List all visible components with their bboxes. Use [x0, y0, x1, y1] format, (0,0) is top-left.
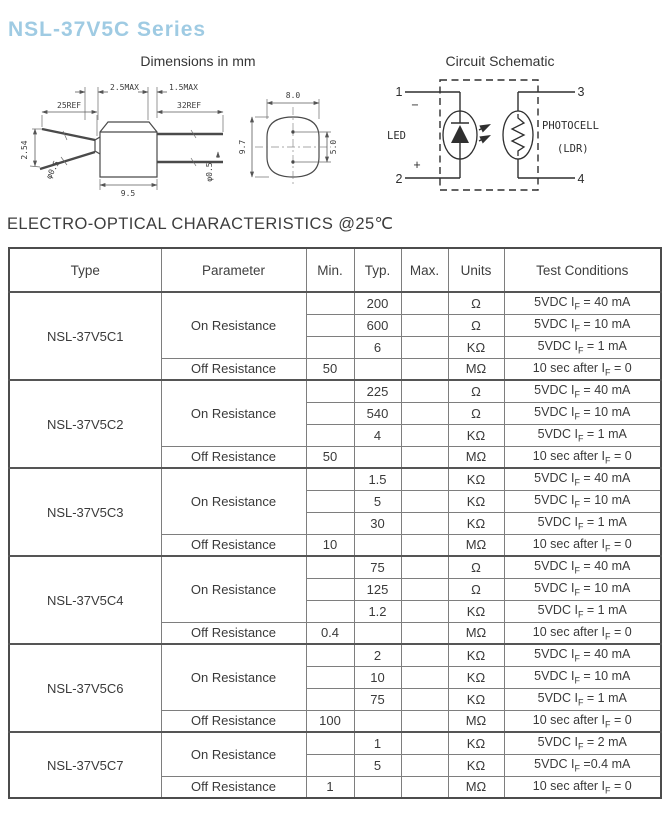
subscript-f: F: [605, 785, 611, 795]
table-row: [9, 380, 661, 402]
subscript-f: F: [574, 763, 580, 774]
pin-dot-top: [291, 130, 294, 133]
units-cell: KΩ: [448, 600, 504, 622]
test-condition-cell: 5VDC $I_F = 1$ mA: [504, 688, 661, 710]
subscript-f: F: [577, 433, 584, 444]
min-cell: [306, 468, 354, 490]
parameter-cell: On Resistance: [161, 292, 306, 358]
test-condition-cell: 10 sec after $I_F = 0$: [504, 622, 661, 644]
min-cell: [306, 578, 354, 600]
units-cell: KΩ: [448, 490, 504, 512]
typ-cell: 6: [354, 336, 401, 358]
test-condition-cell: 5VDC $I_F = 10$ mA: [504, 314, 661, 336]
max-cell: [401, 402, 448, 424]
max-cell: [401, 622, 448, 644]
units-cell: MΩ: [448, 534, 504, 556]
test-condition-cell: 10 sec after $I_F = 0$: [504, 776, 661, 798]
typ-cell: [354, 710, 401, 732]
subscript-f: F: [574, 587, 580, 598]
max-cell: [401, 490, 448, 512]
dim-body-length: 9.5: [120, 189, 136, 198]
parameter-cell: Off Resistance: [161, 446, 306, 468]
col-header-min: Min.: [306, 248, 354, 292]
min-cell: [306, 424, 354, 446]
max-cell: [401, 578, 448, 600]
parameter-cell: On Resistance: [161, 732, 306, 776]
typ-cell: [354, 358, 401, 380]
typ-cell: 600: [354, 314, 401, 336]
subscript-f: F: [605, 719, 611, 729]
subscript-f: F: [574, 301, 580, 312]
component-leads: [40, 129, 223, 169]
subscript-f: F: [574, 675, 580, 686]
dimensions-drawing: [5, 74, 355, 212]
units-cell: KΩ: [448, 512, 504, 534]
min-cell: [306, 402, 354, 424]
typ-cell: 75: [354, 688, 401, 710]
front-view-dimensions: [238, 91, 338, 177]
test-condition-cell: 5VDC $I_F = 10$ mA: [504, 578, 661, 600]
min-cell: [306, 292, 354, 314]
min-cell: [306, 754, 354, 776]
parameter-cell: Off Resistance: [161, 710, 306, 732]
test-condition-cell: 5VDC $I_F = 1$ mA: [504, 600, 661, 622]
max-cell: [401, 754, 448, 776]
typ-cell: 30: [354, 512, 401, 534]
test-condition-cell: 5VDC $I_F = 10$ mA: [504, 402, 661, 424]
pin-dot-bottom: [291, 160, 294, 163]
typ-cell: [354, 446, 401, 468]
schematic-wires: [405, 92, 575, 178]
typ-cell: [354, 534, 401, 556]
dim-face-width: 8.0: [285, 91, 301, 100]
type-cell: NSL-37V5C3: [9, 468, 161, 556]
schematic-caption: Circuit Schematic: [445, 53, 555, 69]
subscript-f: F: [577, 345, 584, 356]
test-condition-cell: 5VDC $I_F = 10$ mA: [504, 490, 661, 512]
subscript-f: F: [577, 741, 584, 752]
type-cell: NSL-37V5C2: [9, 380, 161, 468]
units-cell: KΩ: [448, 754, 504, 776]
typ-cell: [354, 622, 401, 644]
min-cell: 10: [306, 534, 354, 556]
ldr-label: (LDR): [557, 143, 589, 155]
light-arrows: [479, 125, 489, 141]
min-cell: [306, 556, 354, 578]
units-cell: KΩ: [448, 468, 504, 490]
type-cell: NSL-37V5C6: [9, 644, 161, 732]
parameter-cell: Off Resistance: [161, 534, 306, 556]
units-cell: MΩ: [448, 622, 504, 644]
component-body-side-view: [95, 122, 157, 177]
eo-characteristics-table: [8, 247, 662, 799]
max-cell: [401, 468, 448, 490]
units-cell: Ω: [448, 380, 504, 402]
table-body: [9, 292, 661, 798]
test-condition-cell: 10 sec after $I_F = 0$: [504, 446, 661, 468]
max-cell: [401, 644, 448, 666]
units-cell: Ω: [448, 556, 504, 578]
subscript-f: F: [574, 499, 580, 510]
dimensions-caption: Dimensions in mm: [140, 53, 256, 69]
min-cell: [306, 688, 354, 710]
min-cell: [306, 600, 354, 622]
typ-cell: 200: [354, 292, 401, 314]
col-header-max: Max.: [401, 248, 448, 292]
subscript-f: F: [605, 543, 611, 553]
subscript-f: F: [577, 609, 584, 620]
test-condition-cell: 5VDC $I_F = 2$ mA: [504, 732, 661, 754]
units-cell: KΩ: [448, 644, 504, 666]
units-cell: MΩ: [448, 358, 504, 380]
units-cell: MΩ: [448, 776, 504, 798]
subscript-f: F: [574, 411, 580, 422]
parameter-cell: Off Resistance: [161, 622, 306, 644]
units-cell: KΩ: [448, 688, 504, 710]
max-cell: [401, 600, 448, 622]
max-cell: [401, 446, 448, 468]
min-cell: [306, 490, 354, 512]
min-cell: [306, 380, 354, 402]
min-cell: [306, 666, 354, 688]
test-condition-cell: 5VDC $I_F = 40$ mA: [504, 292, 661, 314]
max-cell: [401, 336, 448, 358]
subscript-f: F: [577, 521, 584, 532]
parameter-cell: Off Resistance: [161, 358, 306, 380]
typ-cell: 1: [354, 732, 401, 754]
subscript-f: F: [605, 631, 611, 641]
col-header-parameter: Parameter: [161, 248, 306, 292]
test-condition-cell: 5VDC $I_F = 40$ mA: [504, 468, 661, 490]
subscript-f: F: [574, 653, 580, 664]
units-cell: MΩ: [448, 710, 504, 732]
test-condition-cell: 10 sec after $I_F = 0$: [504, 358, 661, 380]
typ-cell: 4: [354, 424, 401, 446]
typ-cell: 125: [354, 578, 401, 600]
pin3-label: 3: [577, 85, 585, 99]
typ-cell: 10: [354, 666, 401, 688]
test-condition-cell: 5VDC $I_F =0.4$ mA: [504, 754, 661, 776]
min-cell: [306, 314, 354, 336]
min-cell: 50: [306, 446, 354, 468]
max-cell: [401, 512, 448, 534]
typ-cell: 75: [354, 556, 401, 578]
table-row: [9, 292, 661, 314]
test-condition-cell: 10 sec after $I_F = 0$: [504, 710, 661, 732]
max-cell: [401, 380, 448, 402]
min-cell: 50: [306, 358, 354, 380]
max-cell: [401, 534, 448, 556]
min-cell: [306, 644, 354, 666]
parameter-cell: On Resistance: [161, 468, 306, 534]
page-title: NSL-37V5C Series: [8, 18, 207, 41]
subscript-f: F: [574, 323, 580, 334]
section-heading: ELECTRO-OPTICAL CHARACTERISTICS @25℃: [7, 215, 394, 233]
circuit-schematic: [385, 70, 635, 202]
photocell-symbol: [503, 111, 533, 159]
subscript-f: F: [574, 477, 580, 488]
typ-cell: 5: [354, 490, 401, 512]
min-cell: 1: [306, 776, 354, 798]
typ-cell: 5: [354, 754, 401, 776]
max-cell: [401, 556, 448, 578]
led-label: LED: [387, 130, 406, 142]
units-cell: Ω: [448, 402, 504, 424]
dim-right-lead-length: 32REF: [177, 101, 202, 110]
test-condition-cell: 5VDC $I_F = 1$ mA: [504, 512, 661, 534]
typ-cell: 1.2: [354, 600, 401, 622]
type-cell: NSL-37V5C4: [9, 556, 161, 644]
plus-label: +: [413, 158, 421, 172]
dim-top-left-max: 2.5MAX: [110, 83, 139, 92]
max-cell: [401, 710, 448, 732]
col-header-type: Type: [9, 248, 161, 292]
units-cell: MΩ: [448, 446, 504, 468]
min-cell: 100: [306, 710, 354, 732]
led-symbol: [443, 111, 477, 159]
max-cell: [401, 424, 448, 446]
col-header-test-conditions: Test Conditions: [504, 248, 661, 292]
test-condition-cell: 5VDC $I_F = 1$ mA: [504, 336, 661, 358]
units-cell: KΩ: [448, 336, 504, 358]
dim-right-lead-diameter: φ0.5: [205, 162, 214, 182]
side-view-dimensions: [20, 83, 223, 198]
typ-cell: [354, 776, 401, 798]
dim-pin-spacing: 5.0: [329, 139, 338, 155]
max-cell: [401, 666, 448, 688]
pin4-label: 4: [577, 172, 585, 186]
photocell-label: PHOTOCELL: [542, 120, 599, 132]
units-cell: Ω: [448, 292, 504, 314]
max-cell: [401, 732, 448, 754]
max-cell: [401, 776, 448, 798]
test-condition-cell: 5VDC $I_F = 1$ mA: [504, 424, 661, 446]
subscript-f: F: [577, 697, 584, 708]
min-cell: 0.4: [306, 622, 354, 644]
table-header-row: [9, 248, 661, 292]
max-cell: [401, 292, 448, 314]
table-row: [9, 732, 661, 754]
parameter-cell: On Resistance: [161, 556, 306, 622]
typ-cell: 540: [354, 402, 401, 424]
dim-face-height: 9.7: [238, 139, 247, 155]
max-cell: [401, 314, 448, 336]
min-cell: [306, 512, 354, 534]
parameter-cell: On Resistance: [161, 380, 306, 446]
units-cell: KΩ: [448, 732, 504, 754]
type-cell: NSL-37V5C1: [9, 292, 161, 380]
minus-label: −: [411, 98, 419, 112]
subscript-f: F: [605, 455, 611, 465]
dim-lead-pitch: 2.54: [20, 140, 29, 160]
test-condition-cell: 10 sec after $I_F = 0$: [504, 534, 661, 556]
test-condition-cell: 5VDC $I_F = 40$ mA: [504, 644, 661, 666]
parameter-cell: On Resistance: [161, 644, 306, 710]
type-cell: NSL-37V5C7: [9, 732, 161, 798]
units-cell: KΩ: [448, 666, 504, 688]
table-row: [9, 468, 661, 490]
dim-left-lead-length: 25REF: [57, 101, 82, 110]
table-row: [9, 644, 661, 666]
dim-left-lead-diameter: φ0.5: [44, 159, 62, 181]
test-condition-cell: 5VDC $I_F = 40$ mA: [504, 556, 661, 578]
max-cell: [401, 688, 448, 710]
typ-cell: 1.5: [354, 468, 401, 490]
pin1-label: 1: [395, 85, 403, 99]
test-condition-cell: 5VDC $I_F = 10$ mA: [504, 666, 661, 688]
col-header-typ: Typ.: [354, 248, 401, 292]
col-header-units: Units: [448, 248, 504, 292]
subscript-f: F: [574, 389, 580, 400]
subscript-f: F: [605, 367, 611, 377]
max-cell: [401, 358, 448, 380]
parameter-cell: Off Resistance: [161, 776, 306, 798]
component-front-view: [255, 107, 331, 187]
units-cell: Ω: [448, 578, 504, 600]
typ-cell: 2: [354, 644, 401, 666]
typ-cell: 225: [354, 380, 401, 402]
min-cell: [306, 336, 354, 358]
units-cell: KΩ: [448, 424, 504, 446]
test-condition-cell: 5VDC $I_F = 40$ mA: [504, 380, 661, 402]
units-cell: Ω: [448, 314, 504, 336]
subscript-f: F: [574, 565, 580, 576]
min-cell: [306, 732, 354, 754]
table-row: [9, 556, 661, 578]
dim-top-right-max: 1.5MAX: [169, 83, 198, 92]
pin2-label: 2: [395, 172, 403, 186]
